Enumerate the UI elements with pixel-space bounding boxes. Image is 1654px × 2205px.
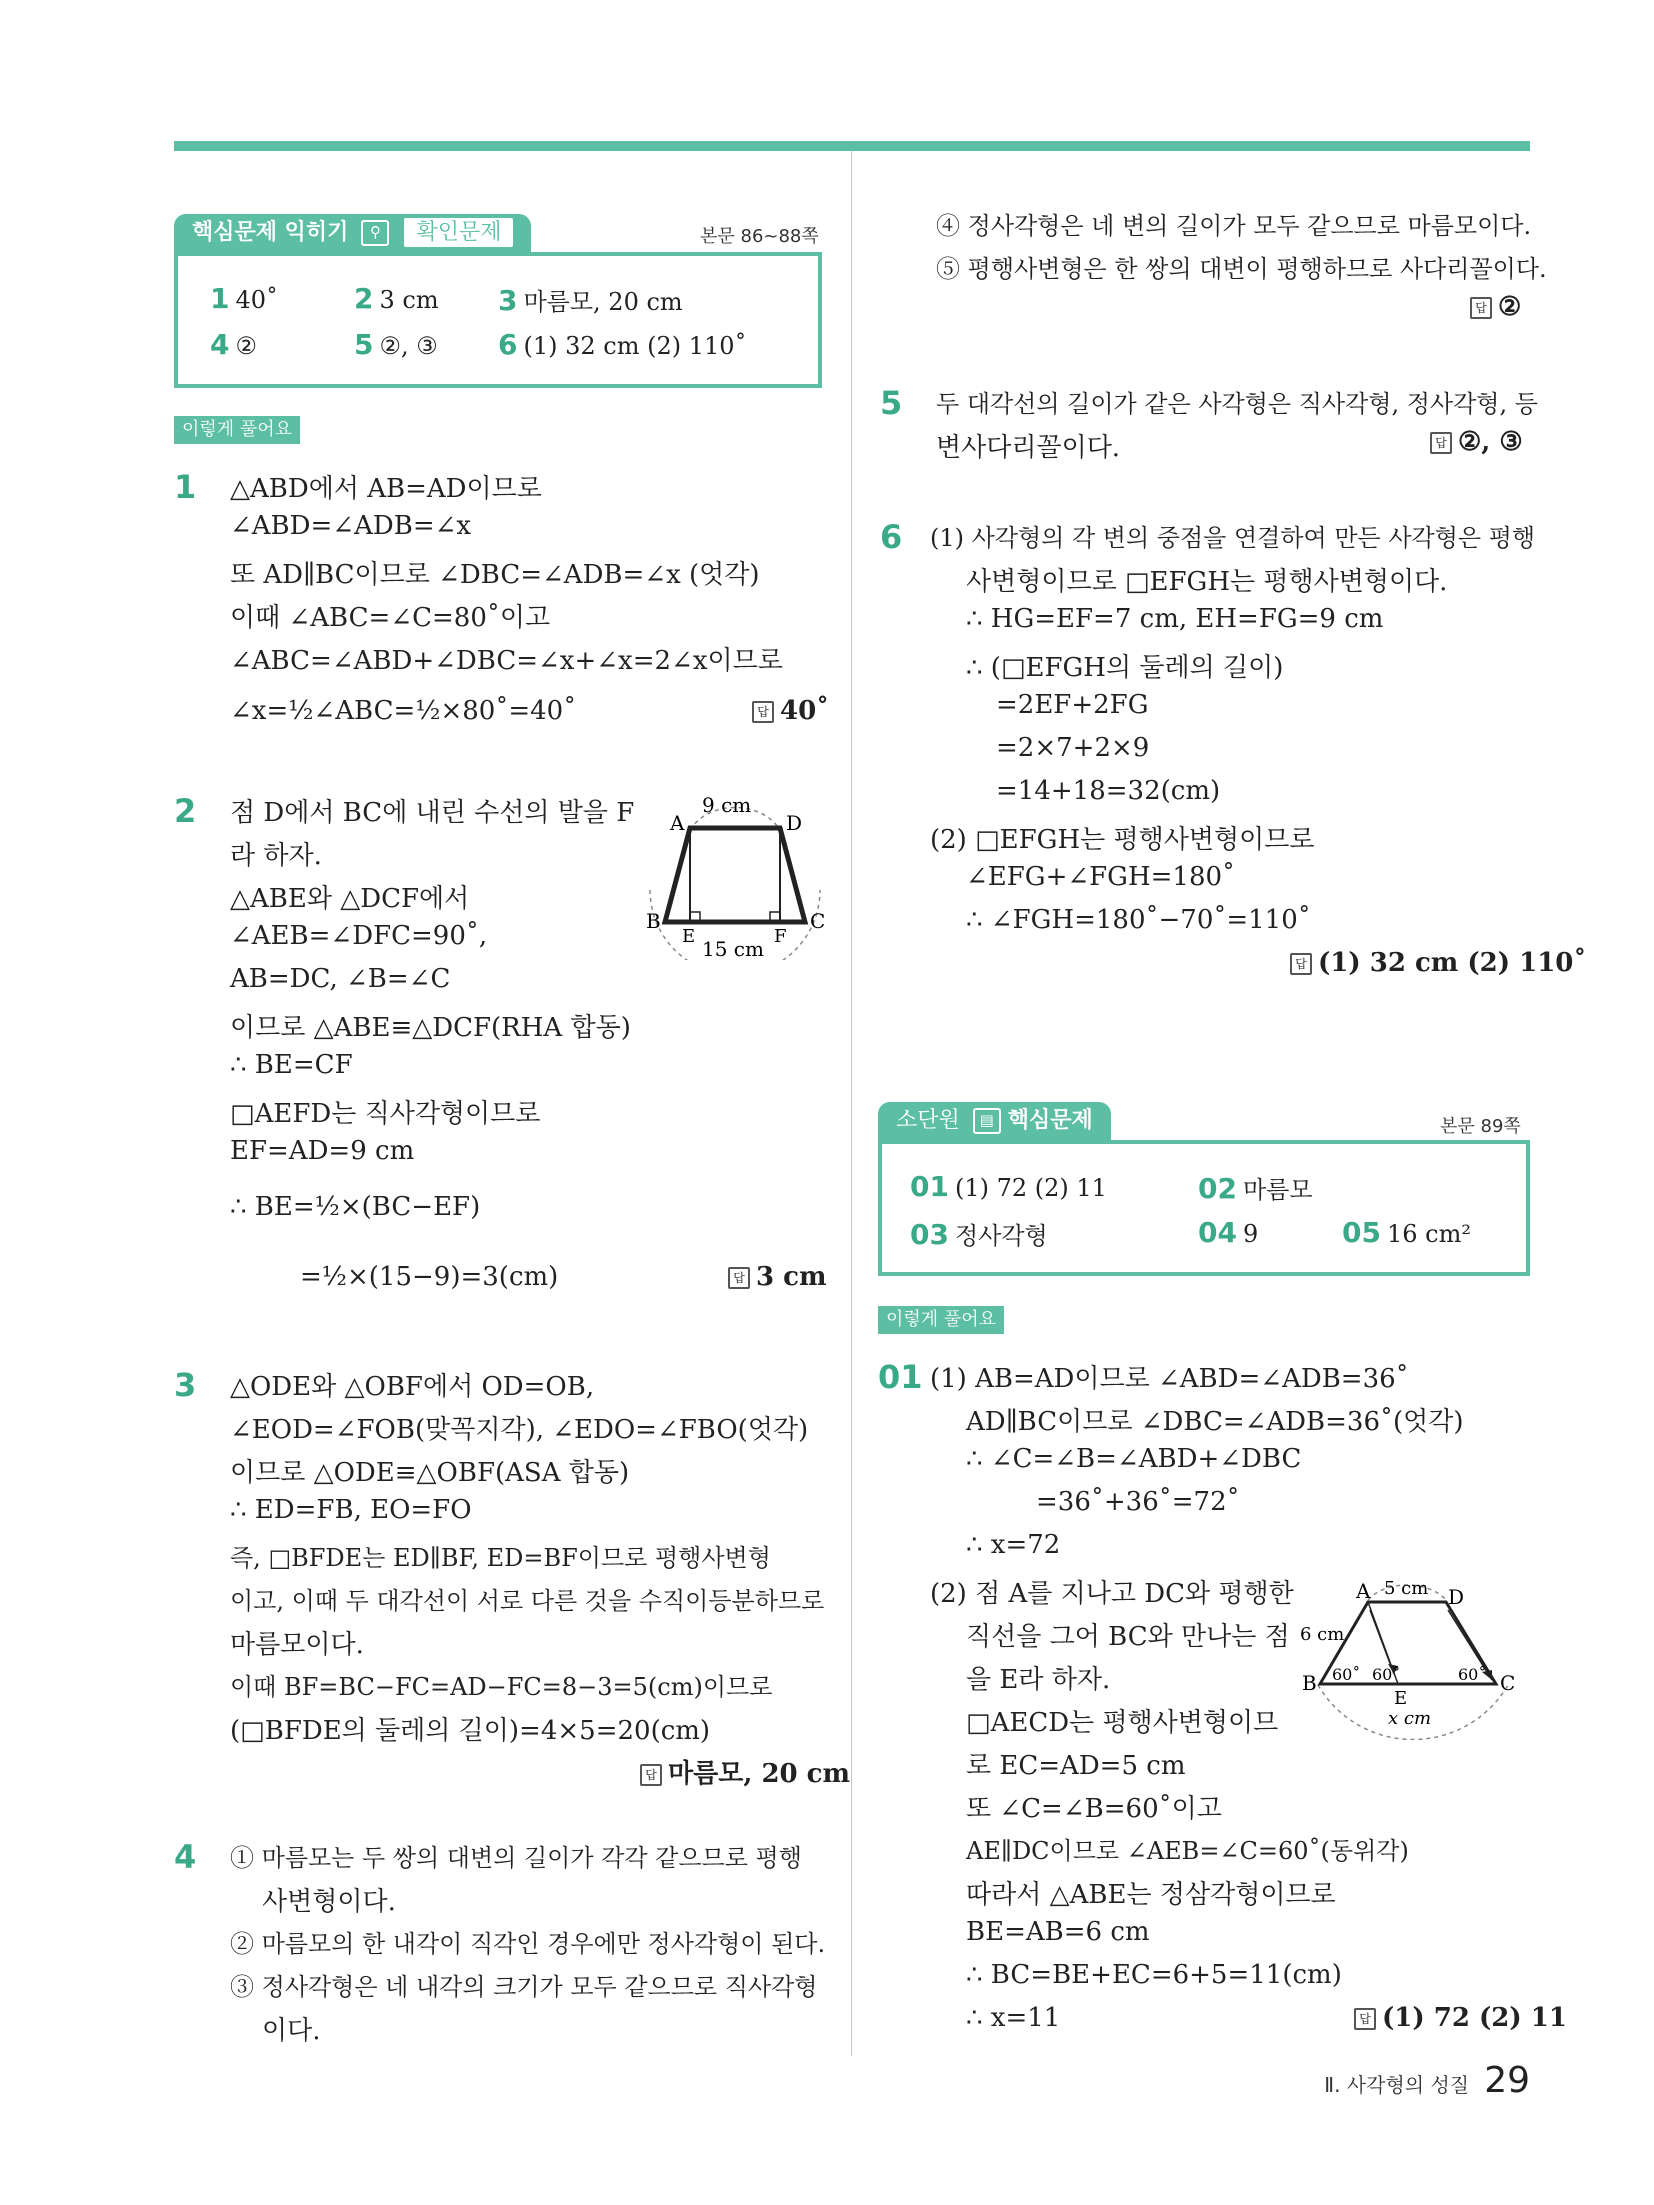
fig-top-length: 9 cm xyxy=(702,793,752,817)
q6-line-6: =2×7+2×9 xyxy=(996,733,1150,763)
q2-line-10: ∴ BE=½×(BC−EF) xyxy=(230,1192,481,1222)
q4-line-2: 사변형이다. xyxy=(262,1887,396,1917)
column-divider xyxy=(851,151,852,2056)
q01-line-4: =36˚+36˚=72˚ xyxy=(1036,1487,1240,1517)
q2-line-6: 이므로 △ABE≡△DCF(RHA 합동) xyxy=(230,1013,631,1043)
q01-line-13: 따라서 △ABE는 정삼각형이므로 xyxy=(966,1880,1336,1910)
question-number: 1 xyxy=(174,468,197,506)
question-number: 5 xyxy=(880,384,903,422)
box1-title: 핵심문제 익히기 xyxy=(192,220,349,245)
box2-answer-05: 05 16 cm² xyxy=(1342,1216,1471,1249)
q2-line-4: ∠AEB=∠DFC=90˚, xyxy=(230,921,488,951)
q6-line-8: (2) □EFGH는 평행사변형이므로 xyxy=(930,825,1315,855)
page-number: 29 xyxy=(1484,2060,1530,2101)
question-number: 6 xyxy=(880,518,903,556)
q01-line-10: 로 EC=AD=5 cm xyxy=(966,1751,1186,1781)
q1-line-4: 이때 ∠ABC=∠C=80˚이고 xyxy=(230,603,551,633)
q3-line-3: 이므로 △ODE≡△OBF(ASA 합동) xyxy=(230,1458,630,1488)
fig-label-d: D xyxy=(786,811,803,835)
q3-line-8: 이때 BF=BC−FC=AD−FC=8−3=5(cm)이므로 xyxy=(230,1673,773,1701)
q3-line-9: (□BFDE의 둘레의 길이)=4×5=20(cm) xyxy=(230,1716,711,1746)
box2-answer-04: 04 9 xyxy=(1198,1216,1259,1249)
q6-line-4: ∴ (□EFGH의 둘레의 길이) xyxy=(966,653,1284,683)
box1-answer-4: 4 ② xyxy=(210,328,257,361)
fig2-label-b: B xyxy=(1302,1671,1317,1695)
q6-line-7: =14+18=32(cm) xyxy=(996,776,1221,806)
fig-label-c: C xyxy=(810,909,826,933)
q2-answer: 답 3 cm xyxy=(728,1262,826,1292)
q2-line-8: □AEFD는 직사각형이므로 xyxy=(230,1099,541,1129)
q01-line-16: ∴ x=11 xyxy=(966,2003,1061,2033)
fig2-bottom-length: x cm xyxy=(1388,1708,1432,1729)
book-icon: ▤ xyxy=(973,1108,1001,1134)
fig2-label-d: D xyxy=(1448,1585,1465,1609)
q01-line-7: 직선을 그어 BC와 만나는 점 xyxy=(966,1622,1290,1652)
answer-icon: 답 xyxy=(1470,297,1492,319)
q01-line-12: AE∥DC이므로 ∠AEB=∠C=60˚(동위각) xyxy=(966,1837,1409,1865)
q01-line-8: 을 E라 하자. xyxy=(966,1665,1111,1695)
box1-answers xyxy=(174,252,822,388)
q1-answer: 답 40˚ xyxy=(752,696,829,726)
answer-icon: 답 xyxy=(640,1764,662,1786)
page-footer xyxy=(1324,2060,1530,2101)
q01-line-6: (2) 점 A를 지나고 DC와 평행한 xyxy=(930,1579,1294,1609)
fig2-angle-2: 60˚ xyxy=(1372,1665,1401,1684)
solve-label-2: 이렇게 풀어요 xyxy=(878,1306,1004,1334)
fig2-angle-1: 60˚ xyxy=(1332,1665,1361,1684)
q3-line-2: ∠EOD=∠FOB(맞꼭지각), ∠EDO=∠FBO(엇각) xyxy=(230,1415,809,1445)
q01-line-5: ∴ x=72 xyxy=(966,1530,1061,1560)
q01-line-1: (1) AB=AD이므로 ∠ABD=∠ADB=36˚ xyxy=(930,1364,1409,1394)
q3-line-5: 즉, □BFDE는 ED∥BF, ED=BF이므로 평행사변형 xyxy=(230,1544,771,1572)
question-number: 3 xyxy=(174,1366,197,1404)
q01-line-11: 또 ∠C=∠B=60˚이고 xyxy=(966,1794,1222,1824)
q4-line-6: ④ 정사각형은 네 변의 길이가 모두 같으므로 마름모이다. xyxy=(936,212,1532,240)
q6-line-1: (1) 사각형의 각 변의 중점을 연결하여 만든 사각형은 평행 xyxy=(930,524,1536,552)
fig2-angle-3: 60˚ xyxy=(1458,1665,1487,1684)
box2-answers xyxy=(878,1140,1530,1276)
fig2-label-e: E xyxy=(1394,1688,1408,1709)
question-number: 4 xyxy=(174,1838,197,1876)
q01-answer: 답 (1) 72 (2) 11 xyxy=(1354,2003,1567,2033)
fig2-label-c: C xyxy=(1500,1671,1516,1695)
q01-trapezoid-figure xyxy=(1298,1580,1524,1740)
box2-answer-03: 03 정사각형 xyxy=(910,1218,1048,1251)
q01-line-15: ∴ BC=BE+EC=6+5=11(cm) xyxy=(966,1960,1342,1990)
q3-line-4: ∴ ED=FB, EO=FO xyxy=(230,1495,472,1525)
q4-answer: 답 ② xyxy=(1470,292,1521,322)
box2-header xyxy=(878,1102,1111,1140)
box2-page-ref: 본문 89쪽 xyxy=(1440,1116,1521,1137)
box2-title-small: 소단원 xyxy=(896,1108,960,1133)
q01-line-9: □AECD는 평행사변형이므 xyxy=(966,1708,1279,1738)
q2-line-1: 점 D에서 BC에 내린 수선의 발을 F xyxy=(230,798,635,828)
box1-page-ref: 본문 86~88쪽 xyxy=(700,226,819,247)
answer-icon: 답 xyxy=(728,1267,750,1289)
q3-answer: 답 마름모, 20 cm xyxy=(640,1753,850,1790)
magnifier-icon: ⚲ xyxy=(361,220,389,246)
q01-line-2: AD∥BC이므로 ∠DBC=∠ADB=36˚(엇각) xyxy=(966,1407,1464,1437)
box2-title: 핵심문제 xyxy=(1007,1108,1093,1133)
box1-answer-6: 6 (1) 32 cm (2) 110˚ xyxy=(498,328,747,361)
answer-icon: 답 xyxy=(1430,432,1452,454)
q6-line-5: =2EF+2FG xyxy=(996,690,1149,720)
q6-line-3: ∴ HG=EF=7 cm, EH=FG=9 cm xyxy=(966,604,1384,634)
q6-line-9: ∠EFG+∠FGH=180˚ xyxy=(966,862,1236,892)
q2-line-5: AB=DC, ∠B=∠C xyxy=(230,964,451,994)
fig2-label-a: A xyxy=(1356,1580,1371,1603)
q4-line-1: ① 마름모는 두 쌍의 대변의 길이가 각각 같으므로 평행 xyxy=(230,1844,802,1872)
q2-trapezoid-figure xyxy=(640,790,830,960)
section-title: Ⅱ. 사각형의 성질 xyxy=(1324,2073,1470,2097)
top-accent-bar xyxy=(174,141,1530,151)
box1-answer-2: 2 3 cm xyxy=(354,282,439,315)
question-number: 01 xyxy=(878,1358,923,1396)
q4-line-3: ② 마름모의 한 내각이 직각인 경우에만 정사각형이 된다. xyxy=(230,1930,826,1958)
q1-line-3: 또 AD∥BC이므로 ∠DBC=∠ADB=∠x (엇각) xyxy=(230,560,760,590)
solve-label-1: 이렇게 풀어요 xyxy=(174,416,300,444)
box1-answer-1: 1 40˚ xyxy=(210,282,279,315)
q1-line-6: ∠x=½∠ABC=½×80˚=40˚ xyxy=(230,696,577,726)
fig2-top-length: 5 cm xyxy=(1384,1580,1429,1599)
q3-line-7: 마름모이다. xyxy=(230,1630,364,1660)
box2-answer-02: 02 마름모 xyxy=(1198,1172,1313,1205)
fig-label-b: B xyxy=(646,909,661,933)
q1-line-5: ∠ABC=∠ABD+∠DBC=∠x+∠x=2∠x이므로 xyxy=(230,646,783,676)
q3-line-6: 이고, 이때 두 대각선이 서로 다른 것을 수직이등분하므로 xyxy=(230,1587,825,1615)
q2-line-9: EF=AD=9 cm xyxy=(230,1136,415,1166)
fig2-side-length: 6 cm xyxy=(1300,1624,1345,1645)
q6-answer: 답 (1) 32 cm (2) 110˚ xyxy=(1290,948,1586,978)
fig-bottom-length: 15 cm xyxy=(702,937,764,960)
q2-line-3: △ABE와 △DCF에서 xyxy=(230,884,470,914)
q1-line-1: △ABD에서 AB=AD이므로 xyxy=(230,474,542,504)
q2-line-2: 라 하자. xyxy=(230,841,322,871)
answer-icon: 답 xyxy=(752,701,774,723)
q6-line-10: ∴ ∠FGH=180˚−70˚=110˚ xyxy=(966,905,1311,935)
box1-answer-3: 3 마름모, 20 cm xyxy=(498,284,683,317)
fig-label-f: F xyxy=(774,926,787,947)
question-number: 2 xyxy=(174,792,197,830)
answer-icon: 답 xyxy=(1354,2008,1376,2030)
q5-line-2: 변사다리꼴이다. xyxy=(936,433,1121,463)
q4-line-5: 이다. xyxy=(262,2016,321,2046)
q5-line-1: 두 대각선의 길이가 같은 사각형은 직사각형, 정사각형, 등 xyxy=(936,390,1538,418)
q4-line-7: ⑤ 평행사변형은 한 쌍의 대변이 평행하므로 사다리꼴이다. xyxy=(936,255,1547,283)
box1-header xyxy=(174,214,531,252)
answer-icon: 답 xyxy=(1290,953,1312,975)
q01-line-3: ∴ ∠C=∠B=∠ABD+∠DBC xyxy=(966,1444,1302,1474)
q01-line-14: BE=AB=6 cm xyxy=(966,1917,1150,1947)
box1-answer-5: 5 ②, ③ xyxy=(354,328,438,361)
q2-line-11: =½×(15−9)=3(cm) xyxy=(300,1262,559,1292)
q6-line-2: 사변형이므로 □EFGH는 평행사변형이다. xyxy=(966,567,1448,597)
fig-label-e: E xyxy=(682,926,696,947)
fig-label-a: A xyxy=(670,811,685,835)
box2-answer-01: 01 (1) 72 (2) 11 xyxy=(910,1170,1107,1203)
q2-line-7: ∴ BE=CF xyxy=(230,1050,353,1080)
q5-answer: 답 ②, ③ xyxy=(1430,427,1523,457)
box1-subtitle: 확인문제 xyxy=(404,218,513,247)
q1-line-2: ∠ABD=∠ADB=∠x xyxy=(230,511,472,541)
q4-line-4: ③ 정사각형은 네 내각의 크기가 모두 같으므로 직사각형 xyxy=(230,1973,818,2001)
q3-line-1: △ODE와 △OBF에서 OD=OB, xyxy=(230,1372,595,1402)
